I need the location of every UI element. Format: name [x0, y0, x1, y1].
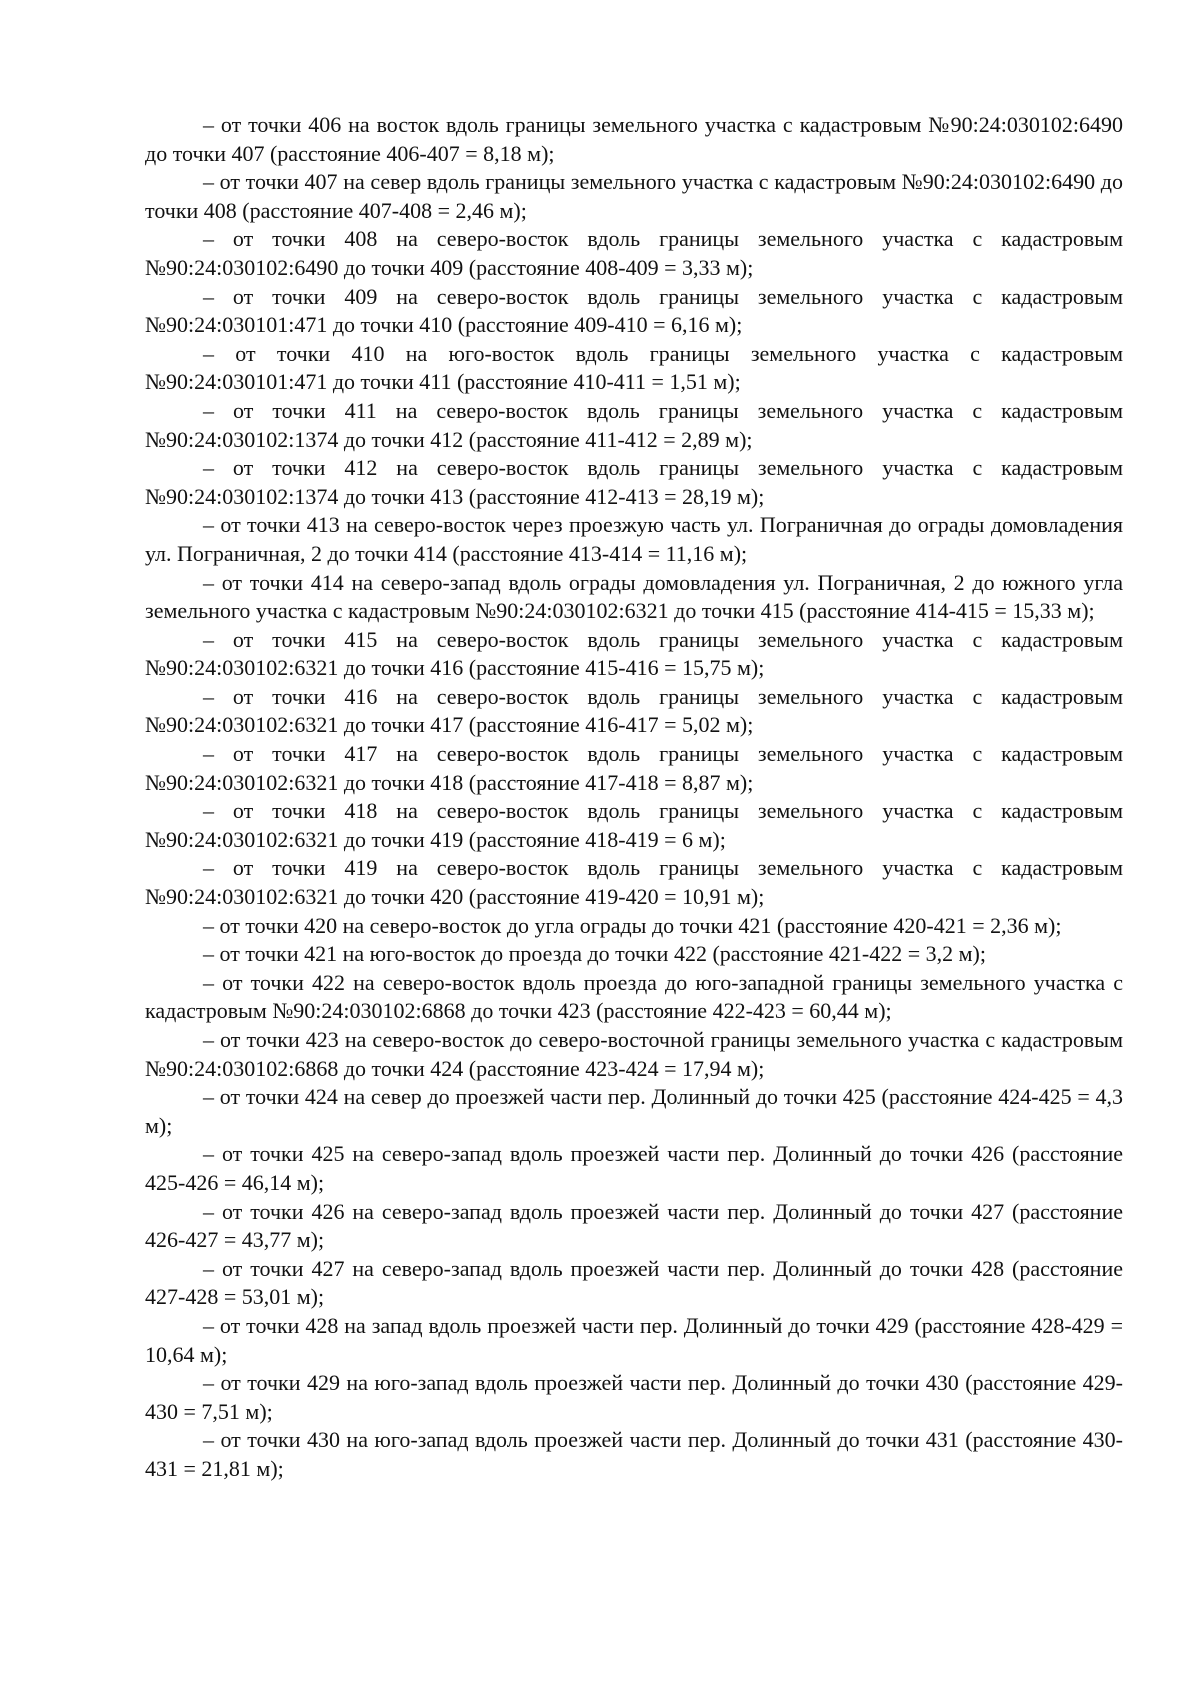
paragraph-429-430: – от точки 429 на юго-запад вдоль проезжей части пер. Долинный до точки 430 (расстояние 429-430 = 7,51 м); [145, 1370, 1123, 1424]
paragraph-420-421: – от точки 420 на северо-восток до угла ограды до точки 421 (расстояние 420-421 = 2,36 м); [203, 912, 1062, 938]
paragraph-408-409: – от точки 408 на северо-восток вдоль границы земельного участка с кадастровым №90:24:030102:6490 до точки 409 (расстояние 408-409 = 3,33 м); [145, 226, 1123, 280]
paragraph-426-427: – от точки 426 на северо-запад вдоль проезжей части пер. Долинный до точки 427 (расстояние 426-427 = 43,77 м); [145, 1198, 1123, 1253]
document-page [145, 111, 1123, 1484]
paragraph-430-431: – от точки 430 на юго-запад вдоль проезжей части пер. Долинный до точки 431 (расстояние 430-431 = 21,81 м); [145, 1427, 1123, 1481]
paragraph-416-417: – от точки 416 на северо-восток вдоль границы земельного участка с кадастровым №90:24:030102:6321 до точки 417 (расстояние 416-417 = 5,02 м); [145, 683, 1123, 738]
paragraph-422-423: – от точки 422 на северо-восток вдоль проезда до юго-западной границы земельного участка с кадастровым №90:24:030102:6868 до точки 423 (расстояние 422-423 = 60,44 м); [145, 969, 1123, 1024]
paragraph-418-419: – от точки 418 на северо-восток вдоль границы земельного участка с кадастровым №90:24:030102:6321 до точки 419 (расстояние 418-419 = 6 м); [145, 798, 1123, 852]
paragraph-411-412: – от точки 411 на северо-восток вдоль границы земельного участка с кадастровым №90:24:030102:1374 до точки 412 (расстояние 411-412 = 2,89 м); [145, 397, 1123, 452]
paragraph-425-426: – от точки 425 на северо-запад вдоль проезжей части пер. Долинный до точки 426 (расстояние 425-426 = 46,14 м); [145, 1141, 1123, 1195]
paragraph-410-411: – от точки 410 на юго-восток вдоль границы земельного участка с кадастровым №90:24:030101:471 до точки 411 (расстояние 410-411 = 1,51 м); [145, 340, 1123, 395]
paragraph-417-418: – от точки 417 на северо-восток вдоль границы земельного участка с кадастровым №90:24:030102:6321 до точки 418 (расстояние 417-418 = 8,87 м); [145, 741, 1123, 795]
paragraph-424-425: – от точки 424 на север до проезжей части пер. Долинный до точки 425 (расстояние 424-425 = 4,3 м); [145, 1084, 1123, 1138]
paragraph-414-415: – от точки 414 на северо-запад вдоль ограды домовладения ул. Пограничная, 2 до южного угла земельного участка с кадастровым №90:24:030102:6321 до точки 415 (расстояние 414-415 = 15,33 м); [145, 569, 1123, 624]
paragraph-423-424: – от точки 423 на северо-восток до северо-восточной границы земельного участка с кадастровым №90:24:030102:6868 до точки 424 (расстояние 423-424 = 17,94 м); [145, 1027, 1123, 1081]
paragraph-415-416: – от точки 415 на северо-восток вдоль границы земельного участка с кадастровым №90:24:030102:6321 до точки 416 (расстояние 415-416 = 15,75 м); [145, 626, 1123, 681]
paragraph-407-408: – от точки 407 на север вдоль границы земельного участка с кадастровым №90:24:030102:6490 до точки 408 (расстояние 407-408 = 2,46 м); [145, 169, 1123, 223]
paragraph-406-407: – от точки 406 на восток вдоль границы земельного участка с кадастровым №90:24:030102:6490 до точки 407 (расстояние 406-407 = 8,18 м); [145, 112, 1123, 166]
paragraph-409-410: – от точки 409 на северо-восток вдоль границы земельного участка с кадастровым №90:24:030101:471 до точки 410 (расстояние 409-410 = 6,16 м); [145, 283, 1123, 338]
paragraph-427-428: – от точки 427 на северо-запад вдоль проезжей части пер. Долинный до точки 428 (расстояние 427-428 = 53,01 м); [145, 1255, 1123, 1310]
paragraph-421-422: – от точки 421 на юго-восток до проезда до точки 422 (расстояние 421-422 = 3,2 м); [203, 941, 986, 967]
paragraph-412-413: – от точки 412 на северо-восток вдоль границы земельного участка с кадастровым №90:24:030102:1374 до точки 413 (расстояние 412-413 = 28,19 м); [145, 455, 1123, 509]
paragraph-413-414: – от точки 413 на северо-восток через проезжую часть ул. Пограничная до ограды домовладения ул. Пограничная, 2 до точки 414 (расстояние 413-414 = 11,16 м); [145, 512, 1123, 566]
paragraph-428-429: – от точки 428 на запад вдоль проезжей части пер. Долинный до точки 429 (расстояние 428-429 = 10,64 м); [145, 1312, 1123, 1367]
paragraph-419-420: – от точки 419 на северо-восток вдоль границы земельного участка с кадастровым №90:24:030102:6321 до точки 420 (расстояние 419-420 = 10,91 м); [145, 855, 1123, 910]
